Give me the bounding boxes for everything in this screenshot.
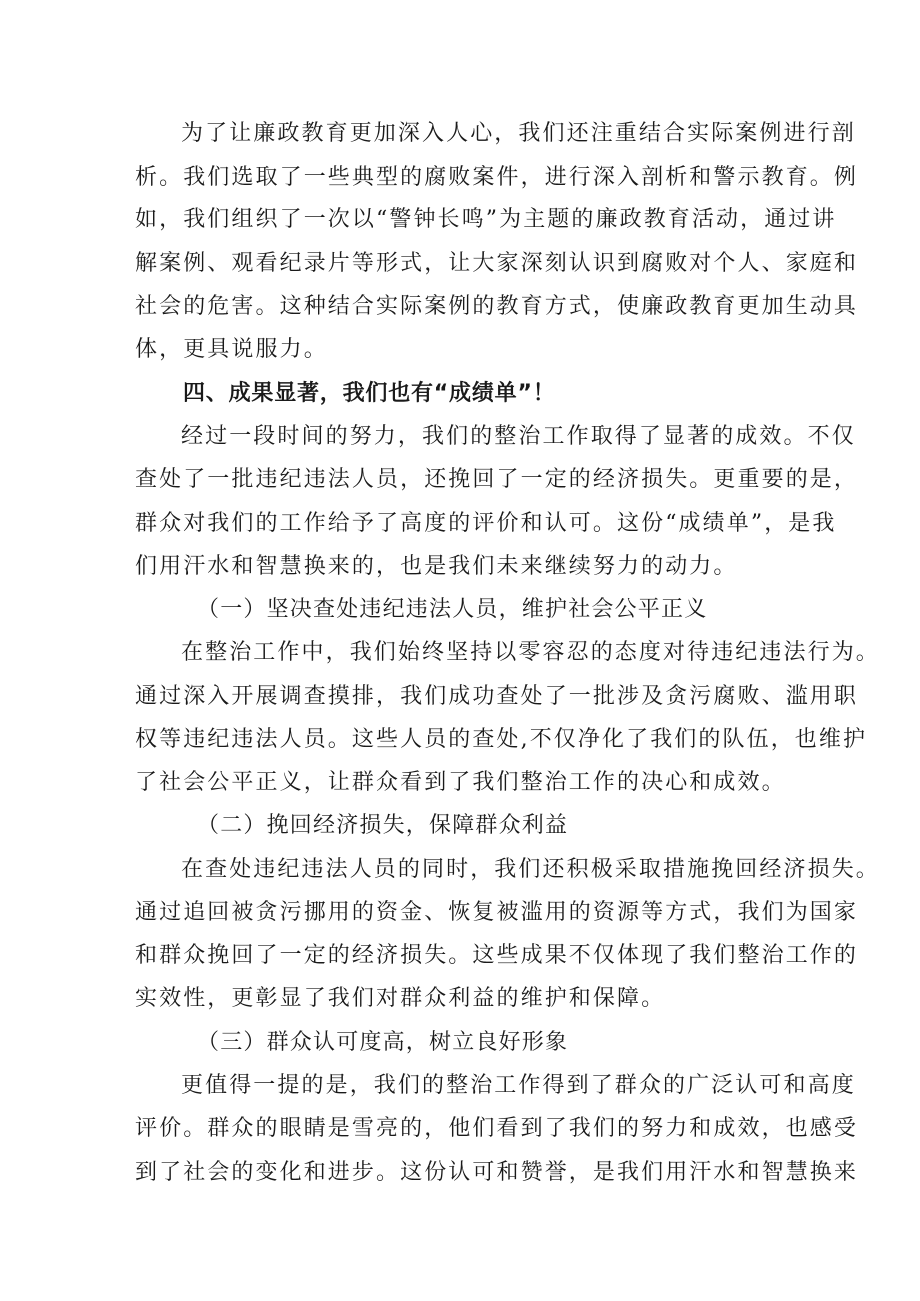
subsection-2-line-4: 实效性，更彰显了我们对群众利益的维护和保障。 xyxy=(135,986,666,1011)
subsection-2-title: （二）挽回经济损失，保障群众利益 xyxy=(197,813,569,838)
subsection-3-title: （三）群众认可度高，树立良好形象 xyxy=(197,1030,569,1055)
section-4-intro-line-1: 经过一段时间的努力，我们的整治工作取得了显著的成效。不仅 xyxy=(181,424,856,449)
subsection-3-line-2: 评价。群众的眼睛是雪亮的，他们看到了我们的努力和成效，也感受 xyxy=(135,1116,859,1141)
section-4-heading: 四、成果显著，我们也有“成绩单”！ xyxy=(183,381,556,406)
subsection-2-line-1: 在查处违纪违法人员的同时，我们还积极采取措施挽回经济损失。 xyxy=(181,857,880,882)
subsection-1-title: （一）坚决查处违纪违法人员，维护社会公平正义 xyxy=(197,597,708,622)
paragraph-1-line-2: 析。我们选取了一些典型的腐败案件，进行深入剖析和警示教育。例 xyxy=(135,165,859,190)
subsection-1-line-1: 在整治工作中，我们始终坚持以零容忍的态度对待违纪违法行为。 xyxy=(181,640,880,665)
section-4-intro-line-2: 查处了一批违纪违法人员，还挽回了一定的经济损失。更重要的是， xyxy=(135,467,859,492)
subsection-1-line-3: 权等违纪违法人员。这些人员的查处,不仅净化了我们的队伍，也维护 xyxy=(135,727,868,752)
paragraph-1-line-6: 体，更具说服力。 xyxy=(135,337,328,362)
subsection-1-line-4: 了社会公平正义，让群众看到了我们整治工作的决心和成效。 xyxy=(135,770,786,795)
subsection-1-line-2: 通过深入开展调查摸排，我们成功查处了一批涉及贪污腐败、滥用职 xyxy=(135,684,859,709)
paragraph-1-line-1: 为了让廉政教育更加深入人心，我们还注重结合实际案例进行剖 xyxy=(181,121,856,146)
subsection-3-line-3: 到了社会的变化和进步。这份认可和赞誉，是我们用汗水和智慧换来 xyxy=(135,1160,859,1185)
subsection-2-line-3: 和群众挽回了一定的经济损失。这些成果不仅体现了我们整治工作的 xyxy=(135,943,859,968)
paragraph-1-line-4: 解案例、观看纪录片等形式，让大家深刻认识到腐败对个人、家庭和 xyxy=(135,251,859,276)
section-4-intro-line-4: 们用汗水和智慧换来的，也是我们未来继续努力的动力。 xyxy=(135,554,738,579)
paragraph-1-line-5: 社会的危害。这种结合实际案例的教育方式，使廉政教育更加生动具 xyxy=(135,294,859,319)
subsection-3-line-1: 更值得一提的是，我们的整治工作得到了群众的广泛认可和高度 xyxy=(181,1073,856,1098)
section-4-intro-line-3: 群众对我们的工作给予了高度的评价和认可。这份“成绩单”，是我 xyxy=(135,511,837,536)
paragraph-1-line-3: 如，我们组织了一次以“警钟长鸣”为主题的廉政教育活动，通过讲 xyxy=(135,207,837,232)
subsection-2-line-2: 通过追回被贪污挪用的资金、恢复被滥用的资源等方式，我们为国家 xyxy=(135,900,859,925)
